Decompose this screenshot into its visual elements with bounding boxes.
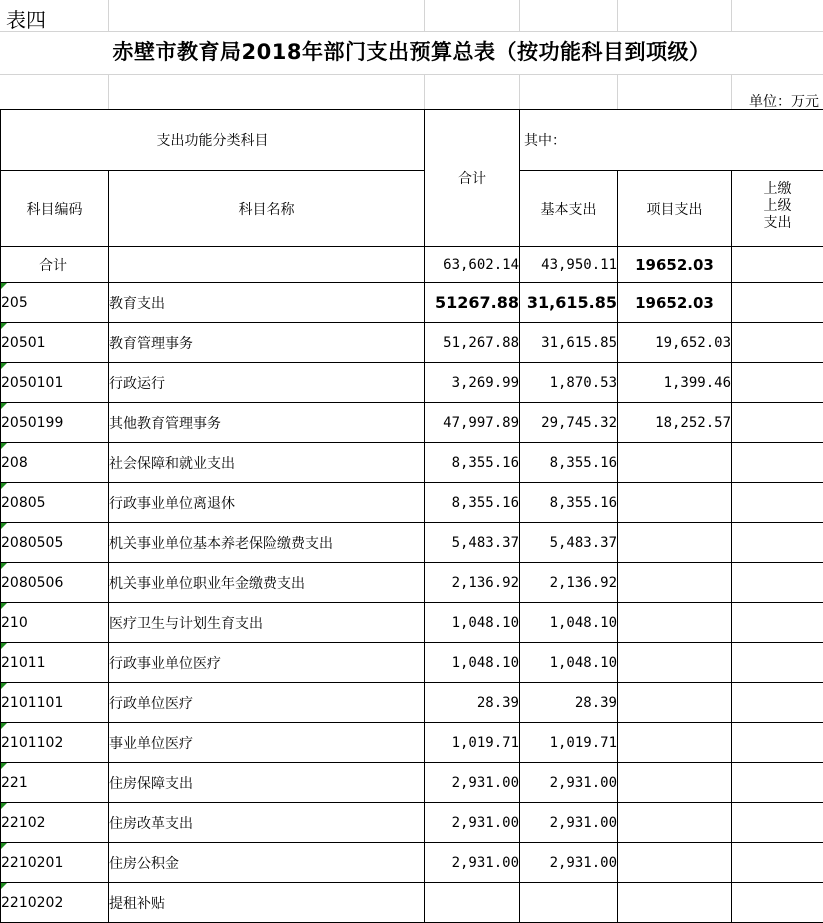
of-which-header: 其中： bbox=[520, 110, 823, 171]
row-basic bbox=[520, 643, 618, 683]
row-remit bbox=[732, 843, 823, 883]
row-basic bbox=[520, 763, 618, 803]
row-remit bbox=[732, 523, 823, 563]
table-row bbox=[1, 443, 823, 483]
total-header: 合计 bbox=[425, 110, 520, 247]
row-total bbox=[425, 283, 520, 323]
row-name bbox=[109, 443, 425, 483]
row-total-text: 51267.88 bbox=[435, 293, 519, 312]
grid-line bbox=[519, 0, 520, 31]
row-project bbox=[618, 803, 732, 843]
row-basic bbox=[520, 843, 618, 883]
row-basic-text: 29,745.32 bbox=[541, 415, 617, 431]
row-total bbox=[425, 403, 520, 443]
row-total-text: 1,048.10 bbox=[452, 655, 519, 671]
row-code-text: 2101102 bbox=[1, 735, 63, 751]
row-code-text: 2050101 bbox=[1, 375, 63, 391]
row-code-text: 221 bbox=[1, 775, 28, 791]
table-row bbox=[1, 363, 823, 403]
row-name bbox=[109, 763, 425, 803]
row-name-text: 事业单位医疗 bbox=[109, 736, 193, 752]
grid-line bbox=[424, 0, 425, 31]
row-basic bbox=[520, 723, 618, 763]
row-name-text: 行政单位医疗 bbox=[109, 696, 193, 712]
row-total bbox=[425, 443, 520, 483]
table-label: 表四 bbox=[6, 4, 46, 33]
row-code bbox=[1, 803, 109, 843]
row-code-text: 205 bbox=[1, 295, 28, 311]
row-basic-text: 8,355.16 bbox=[550, 495, 617, 511]
row-total bbox=[425, 563, 520, 603]
table-row bbox=[1, 643, 823, 683]
row-project bbox=[618, 683, 732, 723]
cell-comment-marker-icon bbox=[1, 683, 7, 689]
row-total bbox=[425, 483, 520, 523]
row-project bbox=[618, 603, 732, 643]
row-code bbox=[1, 883, 109, 923]
row-basic-text: 2,136.92 bbox=[550, 575, 617, 591]
grid-line bbox=[108, 74, 109, 109]
row-basic-text: 1,019.71 bbox=[550, 735, 617, 751]
row-basic bbox=[520, 883, 618, 923]
row-code bbox=[1, 363, 109, 403]
row-code bbox=[1, 523, 109, 563]
unit-label: 单位：万元 bbox=[749, 91, 819, 111]
table-row bbox=[1, 403, 823, 443]
row-project bbox=[618, 283, 732, 323]
row-total-text: 3,269.99 bbox=[452, 375, 519, 391]
row-basic bbox=[520, 443, 618, 483]
row-project-text: 19,652.03 bbox=[655, 335, 731, 351]
row-code bbox=[1, 723, 109, 763]
page-title: 赤壁市教育局2018年部门支出预算总表（按功能科目到项级） bbox=[0, 36, 823, 66]
row-total-text: 47,997.89 bbox=[443, 415, 519, 431]
row-total-text: 51,267.88 bbox=[443, 335, 519, 351]
row-name-text: 其他教育管理事务 bbox=[109, 416, 221, 432]
row-project bbox=[618, 723, 732, 763]
cell-comment-marker-icon bbox=[1, 283, 7, 289]
row-name bbox=[109, 843, 425, 883]
row-code-text: 21011 bbox=[1, 655, 46, 671]
table-row bbox=[1, 523, 823, 563]
row-code-text: 2210202 bbox=[1, 895, 63, 911]
summary-name-cell bbox=[109, 247, 425, 283]
row-project bbox=[618, 843, 732, 883]
row-name-text: 提租补贴 bbox=[109, 896, 165, 912]
row-basic-text: 1,870.53 bbox=[550, 375, 617, 391]
row-total bbox=[425, 323, 520, 363]
grid-line bbox=[0, 74, 823, 75]
row-name bbox=[109, 723, 425, 763]
row-project-text: 1,399.46 bbox=[664, 375, 731, 391]
cell-comment-marker-icon bbox=[1, 403, 7, 409]
row-name-text: 住房改革支出 bbox=[109, 816, 193, 832]
grid-line bbox=[617, 0, 618, 31]
row-name-text: 社会保障和就业支出 bbox=[109, 456, 235, 472]
cell-comment-marker-icon bbox=[1, 563, 7, 569]
row-remit bbox=[732, 643, 823, 683]
row-name bbox=[109, 283, 425, 323]
row-basic-text: 31,615.85 bbox=[541, 335, 617, 351]
row-name-text: 教育支出 bbox=[109, 296, 165, 312]
row-project bbox=[618, 483, 732, 523]
row-remit bbox=[732, 283, 823, 323]
row-project bbox=[618, 523, 732, 563]
row-basic-text: 31,615.85 bbox=[527, 293, 617, 312]
row-code bbox=[1, 643, 109, 683]
row-remit bbox=[732, 883, 823, 923]
row-total bbox=[425, 523, 520, 563]
table-row bbox=[1, 883, 823, 923]
cell-comment-marker-icon bbox=[1, 643, 7, 649]
summary-row bbox=[1, 247, 823, 283]
row-basic-text: 28.39 bbox=[575, 695, 617, 711]
row-basic bbox=[520, 803, 618, 843]
summary-total: 63,602.14 bbox=[425, 247, 520, 283]
row-total bbox=[425, 723, 520, 763]
row-total bbox=[425, 363, 520, 403]
row-code bbox=[1, 603, 109, 643]
row-remit bbox=[732, 723, 823, 763]
table-row bbox=[1, 483, 823, 523]
summary-basic: 43,950.11 bbox=[520, 247, 618, 283]
table-row bbox=[1, 603, 823, 643]
row-basic-text: 8,355.16 bbox=[550, 455, 617, 471]
row-remit bbox=[732, 323, 823, 363]
grid-line bbox=[424, 74, 425, 109]
row-basic bbox=[520, 523, 618, 563]
row-name-text: 住房公积金 bbox=[109, 856, 179, 872]
row-basic bbox=[520, 323, 618, 363]
row-basic-text: 1,048.10 bbox=[550, 615, 617, 631]
row-code-text: 2210201 bbox=[1, 855, 63, 871]
row-name-text: 机关事业单位基本养老保险缴费支出 bbox=[109, 536, 333, 552]
project-header: 项目支出 bbox=[618, 171, 732, 247]
row-basic bbox=[520, 483, 618, 523]
row-code-text: 210 bbox=[1, 615, 28, 631]
row-basic bbox=[520, 403, 618, 443]
cell-comment-marker-icon bbox=[1, 803, 7, 809]
row-basic bbox=[520, 683, 618, 723]
row-total-text: 2,931.00 bbox=[452, 775, 519, 791]
row-project-text: 18,252.57 bbox=[655, 415, 731, 431]
row-total bbox=[425, 683, 520, 723]
table-body bbox=[1, 283, 823, 923]
row-name bbox=[109, 523, 425, 563]
row-name-text: 教育管理事务 bbox=[109, 336, 193, 352]
row-remit bbox=[732, 763, 823, 803]
row-project bbox=[618, 883, 732, 923]
row-name bbox=[109, 563, 425, 603]
table-row bbox=[1, 723, 823, 763]
row-remit bbox=[732, 683, 823, 723]
row-name bbox=[109, 643, 425, 683]
row-name-text: 机关事业单位职业年金缴费支出 bbox=[109, 576, 305, 592]
row-code bbox=[1, 563, 109, 603]
row-code bbox=[1, 683, 109, 723]
row-total-text: 8,355.16 bbox=[452, 495, 519, 511]
row-total-text: 2,931.00 bbox=[452, 855, 519, 871]
row-code-text: 20501 bbox=[1, 335, 46, 351]
row-name bbox=[109, 483, 425, 523]
row-code bbox=[1, 283, 109, 323]
header-row-2 bbox=[1, 171, 823, 247]
row-basic-text: 5,483.37 bbox=[550, 535, 617, 551]
row-name bbox=[109, 883, 425, 923]
row-remit bbox=[732, 603, 823, 643]
basic-header: 基本支出 bbox=[520, 171, 618, 247]
table-row bbox=[1, 843, 823, 883]
row-project bbox=[618, 403, 732, 443]
row-basic bbox=[520, 603, 618, 643]
row-code bbox=[1, 443, 109, 483]
row-total bbox=[425, 643, 520, 683]
budget-table bbox=[0, 109, 823, 923]
row-code-text: 2080505 bbox=[1, 535, 63, 551]
row-code-text: 208 bbox=[1, 455, 28, 471]
grid-line bbox=[731, 74, 732, 109]
row-total-text: 1,048.10 bbox=[452, 615, 519, 631]
row-total bbox=[425, 843, 520, 883]
cell-comment-marker-icon bbox=[1, 523, 7, 529]
cell-comment-marker-icon bbox=[1, 723, 7, 729]
category-header: 支出功能分类科目 bbox=[1, 110, 425, 171]
cell-comment-marker-icon bbox=[1, 883, 7, 889]
row-code-text: 22102 bbox=[1, 815, 46, 831]
row-basic bbox=[520, 363, 618, 403]
row-code-text: 2080506 bbox=[1, 575, 63, 591]
row-name bbox=[109, 683, 425, 723]
row-project bbox=[618, 763, 732, 803]
code-header: 科目编码 bbox=[1, 171, 109, 247]
table-row bbox=[1, 803, 823, 843]
table-row bbox=[1, 763, 823, 803]
row-project bbox=[618, 643, 732, 683]
row-total-text: 2,931.00 bbox=[452, 815, 519, 831]
table-row bbox=[1, 283, 823, 323]
row-project bbox=[618, 563, 732, 603]
name-header: 科目名称 bbox=[109, 171, 425, 247]
row-total bbox=[425, 883, 520, 923]
row-remit bbox=[732, 363, 823, 403]
row-code bbox=[1, 323, 109, 363]
row-remit bbox=[732, 563, 823, 603]
table-row bbox=[1, 563, 823, 603]
row-name bbox=[109, 803, 425, 843]
grid-line bbox=[731, 0, 732, 31]
row-total bbox=[425, 603, 520, 643]
cell-comment-marker-icon bbox=[1, 323, 7, 329]
row-name bbox=[109, 323, 425, 363]
summary-label: 合计 bbox=[1, 247, 109, 283]
row-project bbox=[618, 363, 732, 403]
row-total-text: 2,136.92 bbox=[452, 575, 519, 591]
grid-line bbox=[108, 0, 109, 31]
row-basic bbox=[520, 283, 618, 323]
row-code bbox=[1, 763, 109, 803]
cell-comment-marker-icon bbox=[1, 363, 7, 369]
row-name-text: 住房保障支出 bbox=[109, 776, 193, 792]
cell-comment-marker-icon bbox=[1, 443, 7, 449]
row-basic-text: 2,931.00 bbox=[550, 775, 617, 791]
row-name-text: 行政事业单位离退休 bbox=[109, 496, 235, 512]
row-remit bbox=[732, 483, 823, 523]
table-row bbox=[1, 683, 823, 723]
row-name bbox=[109, 403, 425, 443]
row-code bbox=[1, 843, 109, 883]
summary-remit bbox=[732, 247, 823, 283]
cell-comment-marker-icon bbox=[1, 843, 7, 849]
row-code bbox=[1, 483, 109, 523]
row-project bbox=[618, 443, 732, 483]
row-name bbox=[109, 363, 425, 403]
summary-project: 19652.03 bbox=[618, 247, 732, 283]
row-remit bbox=[732, 803, 823, 843]
cell-comment-marker-icon bbox=[1, 483, 7, 489]
row-total-text: 5,483.37 bbox=[452, 535, 519, 551]
cell-comment-marker-icon bbox=[1, 763, 7, 769]
row-basic-text: 2,931.00 bbox=[550, 855, 617, 871]
grid-line bbox=[0, 31, 823, 32]
row-basic bbox=[520, 563, 618, 603]
header-row-1 bbox=[1, 110, 823, 171]
row-remit bbox=[732, 403, 823, 443]
row-total-text: 8,355.16 bbox=[452, 455, 519, 471]
cell-comment-marker-icon bbox=[1, 603, 7, 609]
grid-line bbox=[519, 74, 520, 109]
row-total bbox=[425, 803, 520, 843]
table-row bbox=[1, 323, 823, 363]
row-basic-text: 2,931.00 bbox=[550, 815, 617, 831]
row-name-text: 医疗卫生与计划生育支出 bbox=[109, 616, 263, 632]
row-total bbox=[425, 763, 520, 803]
row-code-text: 20805 bbox=[1, 495, 46, 511]
row-basic-text: 1,048.10 bbox=[550, 655, 617, 671]
row-total-text: 28.39 bbox=[477, 695, 519, 711]
row-code-text: 2050199 bbox=[1, 415, 63, 431]
row-name bbox=[109, 603, 425, 643]
row-name-text: 行政运行 bbox=[109, 376, 165, 392]
grid-line bbox=[617, 74, 618, 109]
remit-header: 上缴 上级 支出 bbox=[732, 171, 823, 247]
row-name-text: 行政事业单位医疗 bbox=[109, 656, 221, 672]
row-code bbox=[1, 403, 109, 443]
row-code-text: 2101101 bbox=[1, 695, 63, 711]
row-remit bbox=[732, 443, 823, 483]
row-total-text: 1,019.71 bbox=[452, 735, 519, 751]
row-project bbox=[618, 323, 732, 363]
row-project-text: 19652.03 bbox=[635, 294, 714, 312]
